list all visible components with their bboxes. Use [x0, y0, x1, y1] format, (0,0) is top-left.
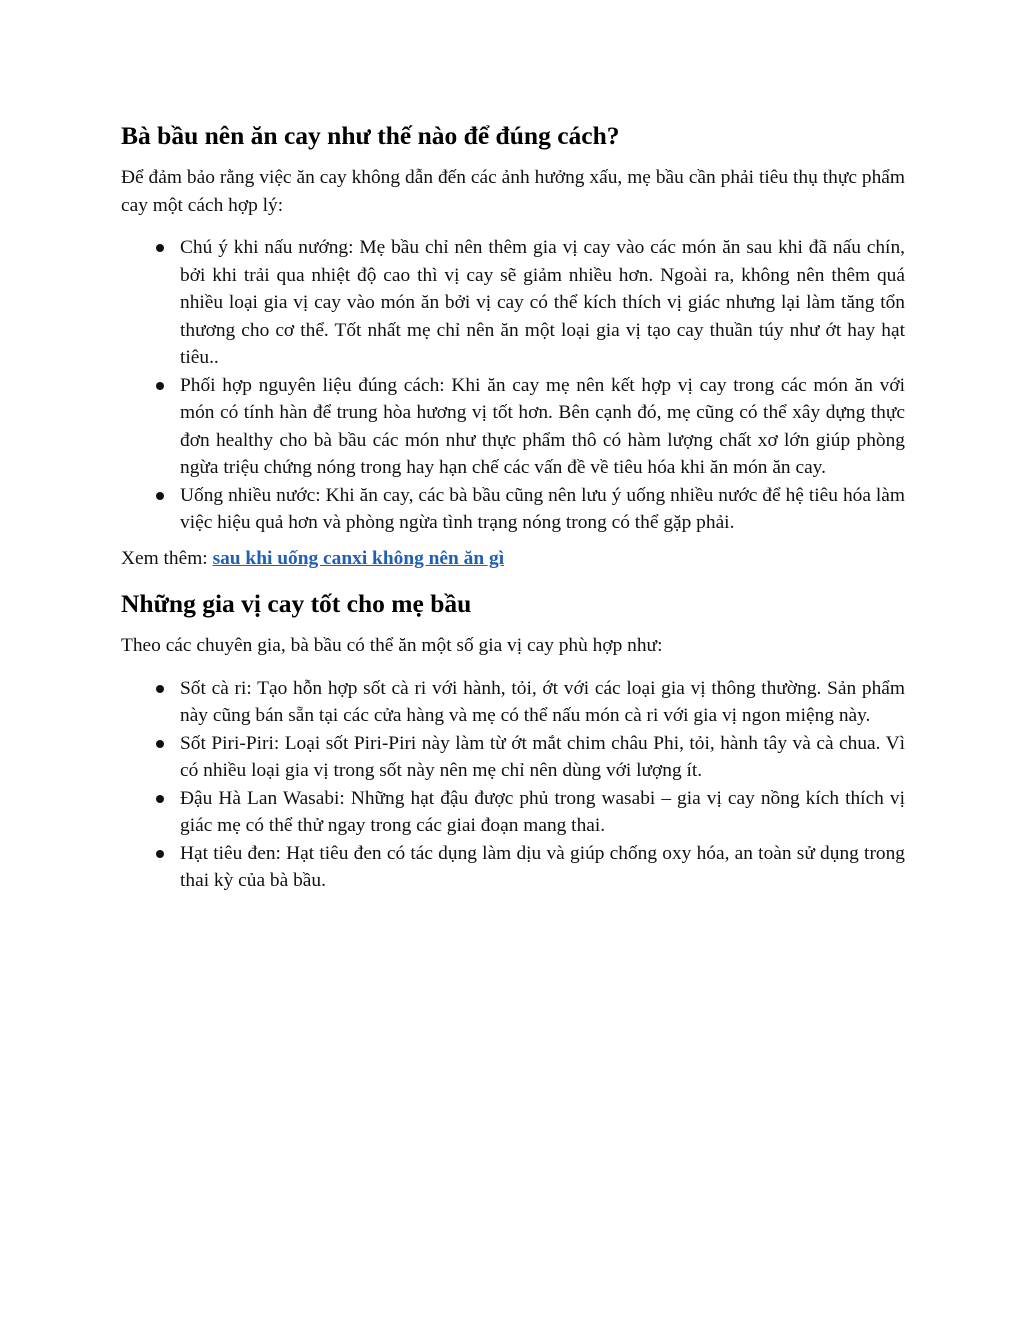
list-item-text: Hạt tiêu đen: Hạt tiêu đen có tác dụng làm dịu và giúp chống oxy hóa, an toàn sử dụng trong thai kỳ của bà bầu. [180, 842, 905, 891]
bullet-icon [156, 740, 164, 748]
document-content [121, 118, 905, 895]
list-item-text: Chú ý khi nấu nướng: Mẹ bầu chỉ nên thêm gia vị cay vào các món ăn sau khi đã nấu chín, bởi khi trải qua nhiệt độ cao thì vị cay sẽ giảm nhiều hơn. Ngoài ra, không nên thêm quá nhiều loại gia vị cay vào món ăn bởi vị cay có thể kích thích vị giác nhưng lại làm tăng tổn thương cho cơ thể. Tốt nhất mẹ chỉ nên ăn một loại gia vị tạo cay thuần túy như ớt hay hạt tiêu.. [180, 237, 905, 368]
bullet-icon [156, 382, 164, 390]
see-more-line [121, 545, 905, 573]
bullet-icon [156, 850, 164, 858]
section-heading-how-to-eat-spicy: Bà bầu nên ăn cay như thế nào để đúng cách? [121, 121, 620, 150]
bullet-icon [156, 244, 164, 252]
list-item [121, 675, 905, 730]
list-item [121, 840, 905, 895]
bullet-icon [156, 795, 164, 803]
list-item-text: Sốt Piri-Piri: Loại sốt Piri-Piri này làm từ ớt mắt chim châu Phi, tỏi, hành tây và cà chua. Vì có nhiều loại gia vị trong sốt này nên mẹ chỉ nên dùng với lượng ít. [180, 732, 905, 781]
section-heading-spices: Những gia vị cay tốt cho mẹ bầu [121, 589, 472, 618]
list-item-text: Sốt cà ri: Tạo hỗn hợp sốt cà ri với hành, tỏi, ớt với các loại gia vị thông thường. Sản phẩm này cũng bán sẵn tại các cửa hàng và mẹ có thể nấu món cà ri với gia vị ngon miệng này. [180, 677, 905, 726]
list-item-text: Đậu Hà Lan Wasabi: Những hạt đậu được phủ trong wasabi – gia vị cay nồng kích thích vị giác mẹ có thể thử ngay trong các giai đoạn mang thai. [180, 787, 905, 836]
bullet-icon [156, 685, 164, 693]
see-more-link[interactable]: sau khi uống canxi không nên ăn gì [212, 547, 505, 569]
list-item-text: Phối hợp nguyên liệu đúng cách: Khi ăn cay mẹ nên kết hợp vị cay trong các món ăn với món có tính hàn để trung hòa hương vị tốt hơn. Bên cạnh đó, mẹ cũng có thể xây dựng thực đơn healthy cho bà bầu các món như thực phẩm thô có hàm lượng chất xơ lớn giúp phòng ngừa triệu chứng nóng trong hay hạn chế các vấn đề về tiêu hóa khi ăn món ăn cay. [180, 374, 905, 478]
list-item [121, 785, 905, 840]
see-more-label: Xem thêm: [121, 547, 213, 569]
spices-list [121, 675, 905, 895]
list-item [121, 372, 905, 482]
tips-list [121, 234, 905, 537]
list-item-text: Uống nhiều nước: Khi ăn cay, các bà bầu cũng nên lưu ý uống nhiều nước để hệ tiêu hóa làm việc hiệu quả hơn và phòng ngừa tình trạng nóng trong có thể gặp phải. [180, 484, 905, 533]
list-item [121, 234, 905, 372]
section-intro-paragraph: Theo các chuyên gia, bà bầu có thể ăn một số gia vị cay phù hợp như: [121, 635, 663, 656]
section-intro-paragraph: Để đảm bảo rằng việc ăn cay không dẫn đến các ảnh hưởng xấu, mẹ bầu cần phải tiêu thụ thực phẩm cay một cách hợp lý: [121, 167, 905, 216]
list-item [121, 730, 905, 785]
list-item [121, 482, 905, 537]
bullet-icon [156, 492, 164, 500]
